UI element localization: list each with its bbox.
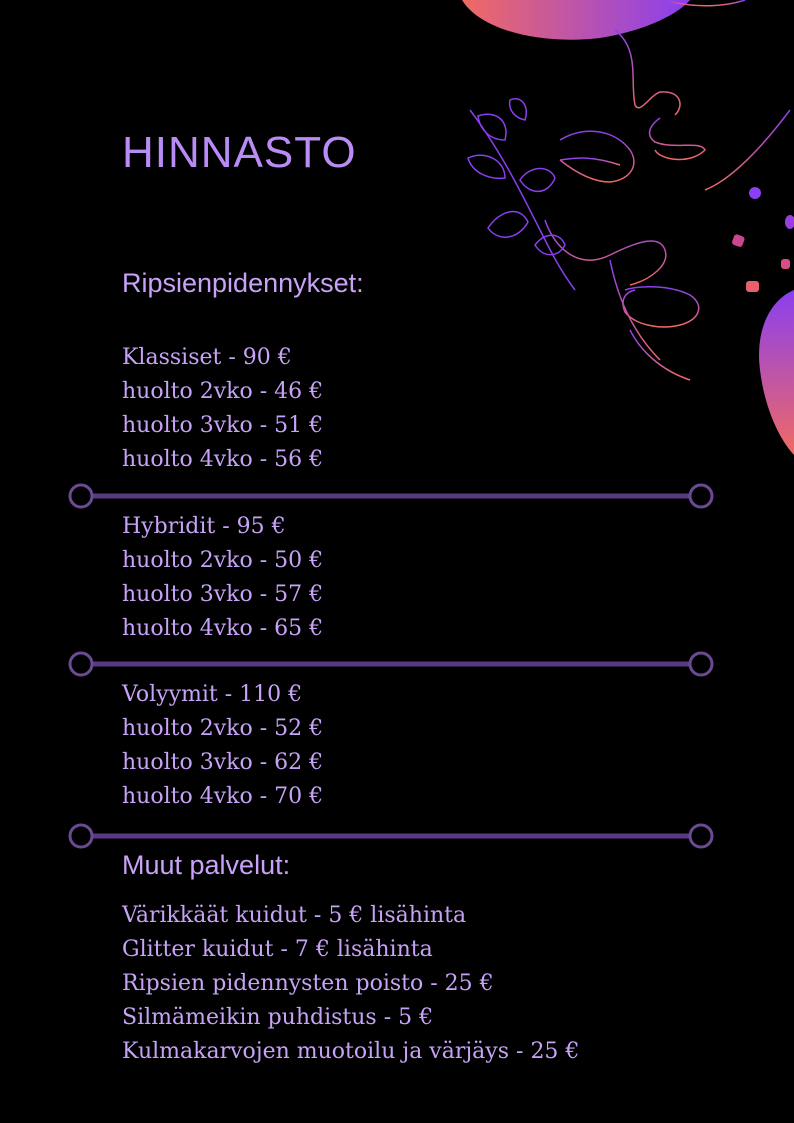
price-item: Volyymit - 110 € xyxy=(122,682,303,707)
price-item: huolto 4vko - 65 € xyxy=(122,616,324,641)
section-divider xyxy=(68,651,714,677)
price-item: Klassiset - 90 € xyxy=(122,345,292,370)
section-divider xyxy=(68,483,714,509)
price-item: huolto 3vko - 62 € xyxy=(122,750,324,775)
classic-lashes-price-group xyxy=(122,341,323,477)
right-gradient-blob xyxy=(759,290,794,455)
price-item: huolto 3vko - 57 € xyxy=(122,582,324,607)
price-item: huolto 4vko - 70 € xyxy=(122,784,324,809)
price-item: Silmämeikin puhdistus - 5 € xyxy=(122,1005,434,1030)
section-divider xyxy=(68,823,714,849)
lash-extensions-heading: Ripsienpidennykset: xyxy=(122,268,364,298)
price-item: Glitter kuidut - 7 € lisähinta xyxy=(122,937,433,962)
price-item: huolto 3vko - 51 € xyxy=(122,413,324,438)
page-title: HINNASTO xyxy=(122,128,357,177)
leaf-branch-line-art xyxy=(468,99,575,290)
other-services-price-group xyxy=(122,899,579,1069)
price-item: Hybridit - 95 € xyxy=(122,514,286,539)
volume-lashes-price-group xyxy=(122,678,323,814)
price-item: Ripsien pidennysten poisto - 25 € xyxy=(122,971,494,996)
price-item: huolto 4vko - 56 € xyxy=(122,447,324,472)
price-item: Värikkäät kuidut - 5 € lisähinta xyxy=(122,903,467,928)
other-services-heading: Muut palvelut: xyxy=(122,850,291,880)
price-item: huolto 2vko - 46 € xyxy=(122,379,324,404)
price-item: huolto 2vko - 50 € xyxy=(122,548,324,573)
hybrid-lashes-price-group xyxy=(122,510,323,646)
face-outline xyxy=(545,0,790,380)
top-gradient-blob xyxy=(462,0,690,40)
confetti-dots xyxy=(731,187,794,292)
price-item: Kulmakarvojen muotoilu ja värjäys - 25 € xyxy=(122,1039,580,1064)
price-item: huolto 2vko - 52 € xyxy=(122,716,324,741)
